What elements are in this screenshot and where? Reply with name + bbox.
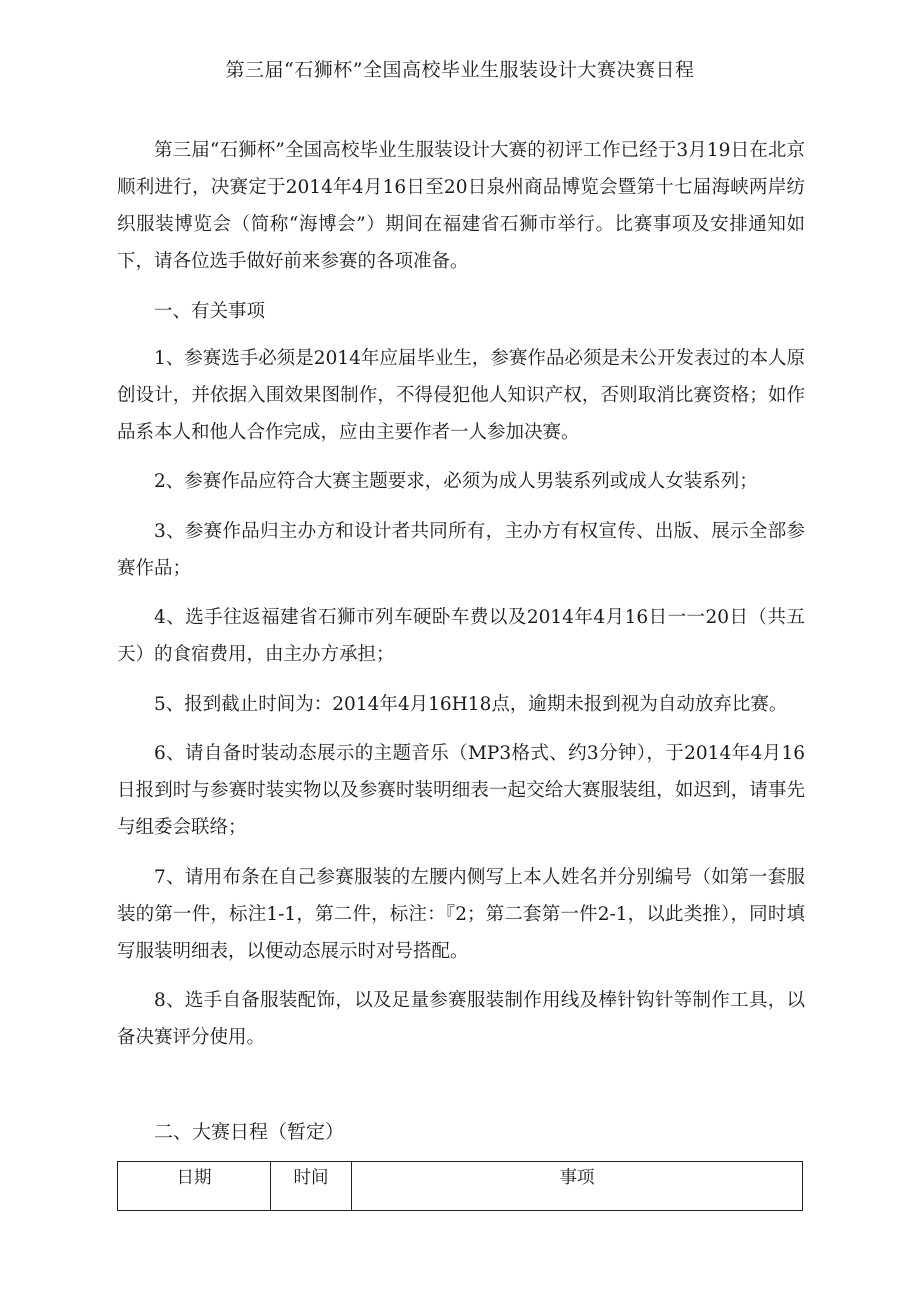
- document-title: 第三届“石狮杯”全国高校毕业生服装设计大赛决赛日程: [225, 59, 695, 81]
- list-item: 8、选手自备服装配饰，以及足量参赛服装制作用线及棒针钩针等制作工具，以备决赛评分使用。: [117, 990, 805, 1048]
- intro-paragraph: 第三届“石狮杯”全国高校毕业生服装设计大赛的初评工作已经于3月19日在北京顺利进行，决赛定于2014年4月16日至20日泉州商品博览会暨第十七届海峡两岸纺织服装博览会（简称“海博会”）期间在福建省石狮市举行。比赛事项及安排通知如下，请各位选手做好前来参赛的各项准备。: [117, 140, 805, 272]
- table-header-row: [118, 1162, 803, 1211]
- section1-heading: 一、有关事项: [154, 300, 266, 322]
- list-item: 6、请自备时装动态展示的主题音乐（MP3格式、约3分钟），于2014年4月16日报到时与参赛时装实物以及参赛时装明细表一起交给大赛服装组，如迟到，请事先与组委会联络；: [117, 743, 805, 838]
- list-item: 3、参赛作品归主办方和设计者共同所有，主办方有权宣传、出版、展示全部参赛作品；: [117, 520, 805, 579]
- section2-heading: 二、大赛日程（暂定）: [154, 1121, 345, 1143]
- schedule-table: [117, 1161, 803, 1211]
- document-body: [117, 132, 805, 1069]
- list-item: 4、选手往返福建省石狮市列车硬卧车费以及2014年4月16日一一20日（共五天）的食宿费用，由主办方承担；: [117, 607, 805, 665]
- list-item: 7、请用布条在自己参赛服装的左腰内侧写上本人姓名并分别编号（如第一套服装的第一件，标注1-1，第二件，标注：『2；第二套第一件2-1，以此类推），同时填写服装明细表，以便动态展示时对号搭配。: [117, 866, 805, 962]
- column-header-time: 时间: [271, 1162, 352, 1211]
- column-header-item: 事项: [352, 1162, 803, 1211]
- list-item: 5、报到截止时间为：2014年4月16H18点，逾期未报到视为自动放弃比赛。: [154, 693, 788, 715]
- column-header-date: 日期: [118, 1162, 271, 1211]
- list-item: 1、参赛选手必须是2014年应届毕业生，参赛作品必须是未公开发表过的本人原创设计，并依据入围效果图制作，不得侵犯他人知识产权，否则取消比赛资格；如作品系本人和他人合作完成，应由主要作者一人参加决赛。: [117, 347, 805, 443]
- list-item: 2、参赛作品应符合大赛主题要求，必须为成人男装系列或成人女装系列；: [154, 471, 758, 492]
